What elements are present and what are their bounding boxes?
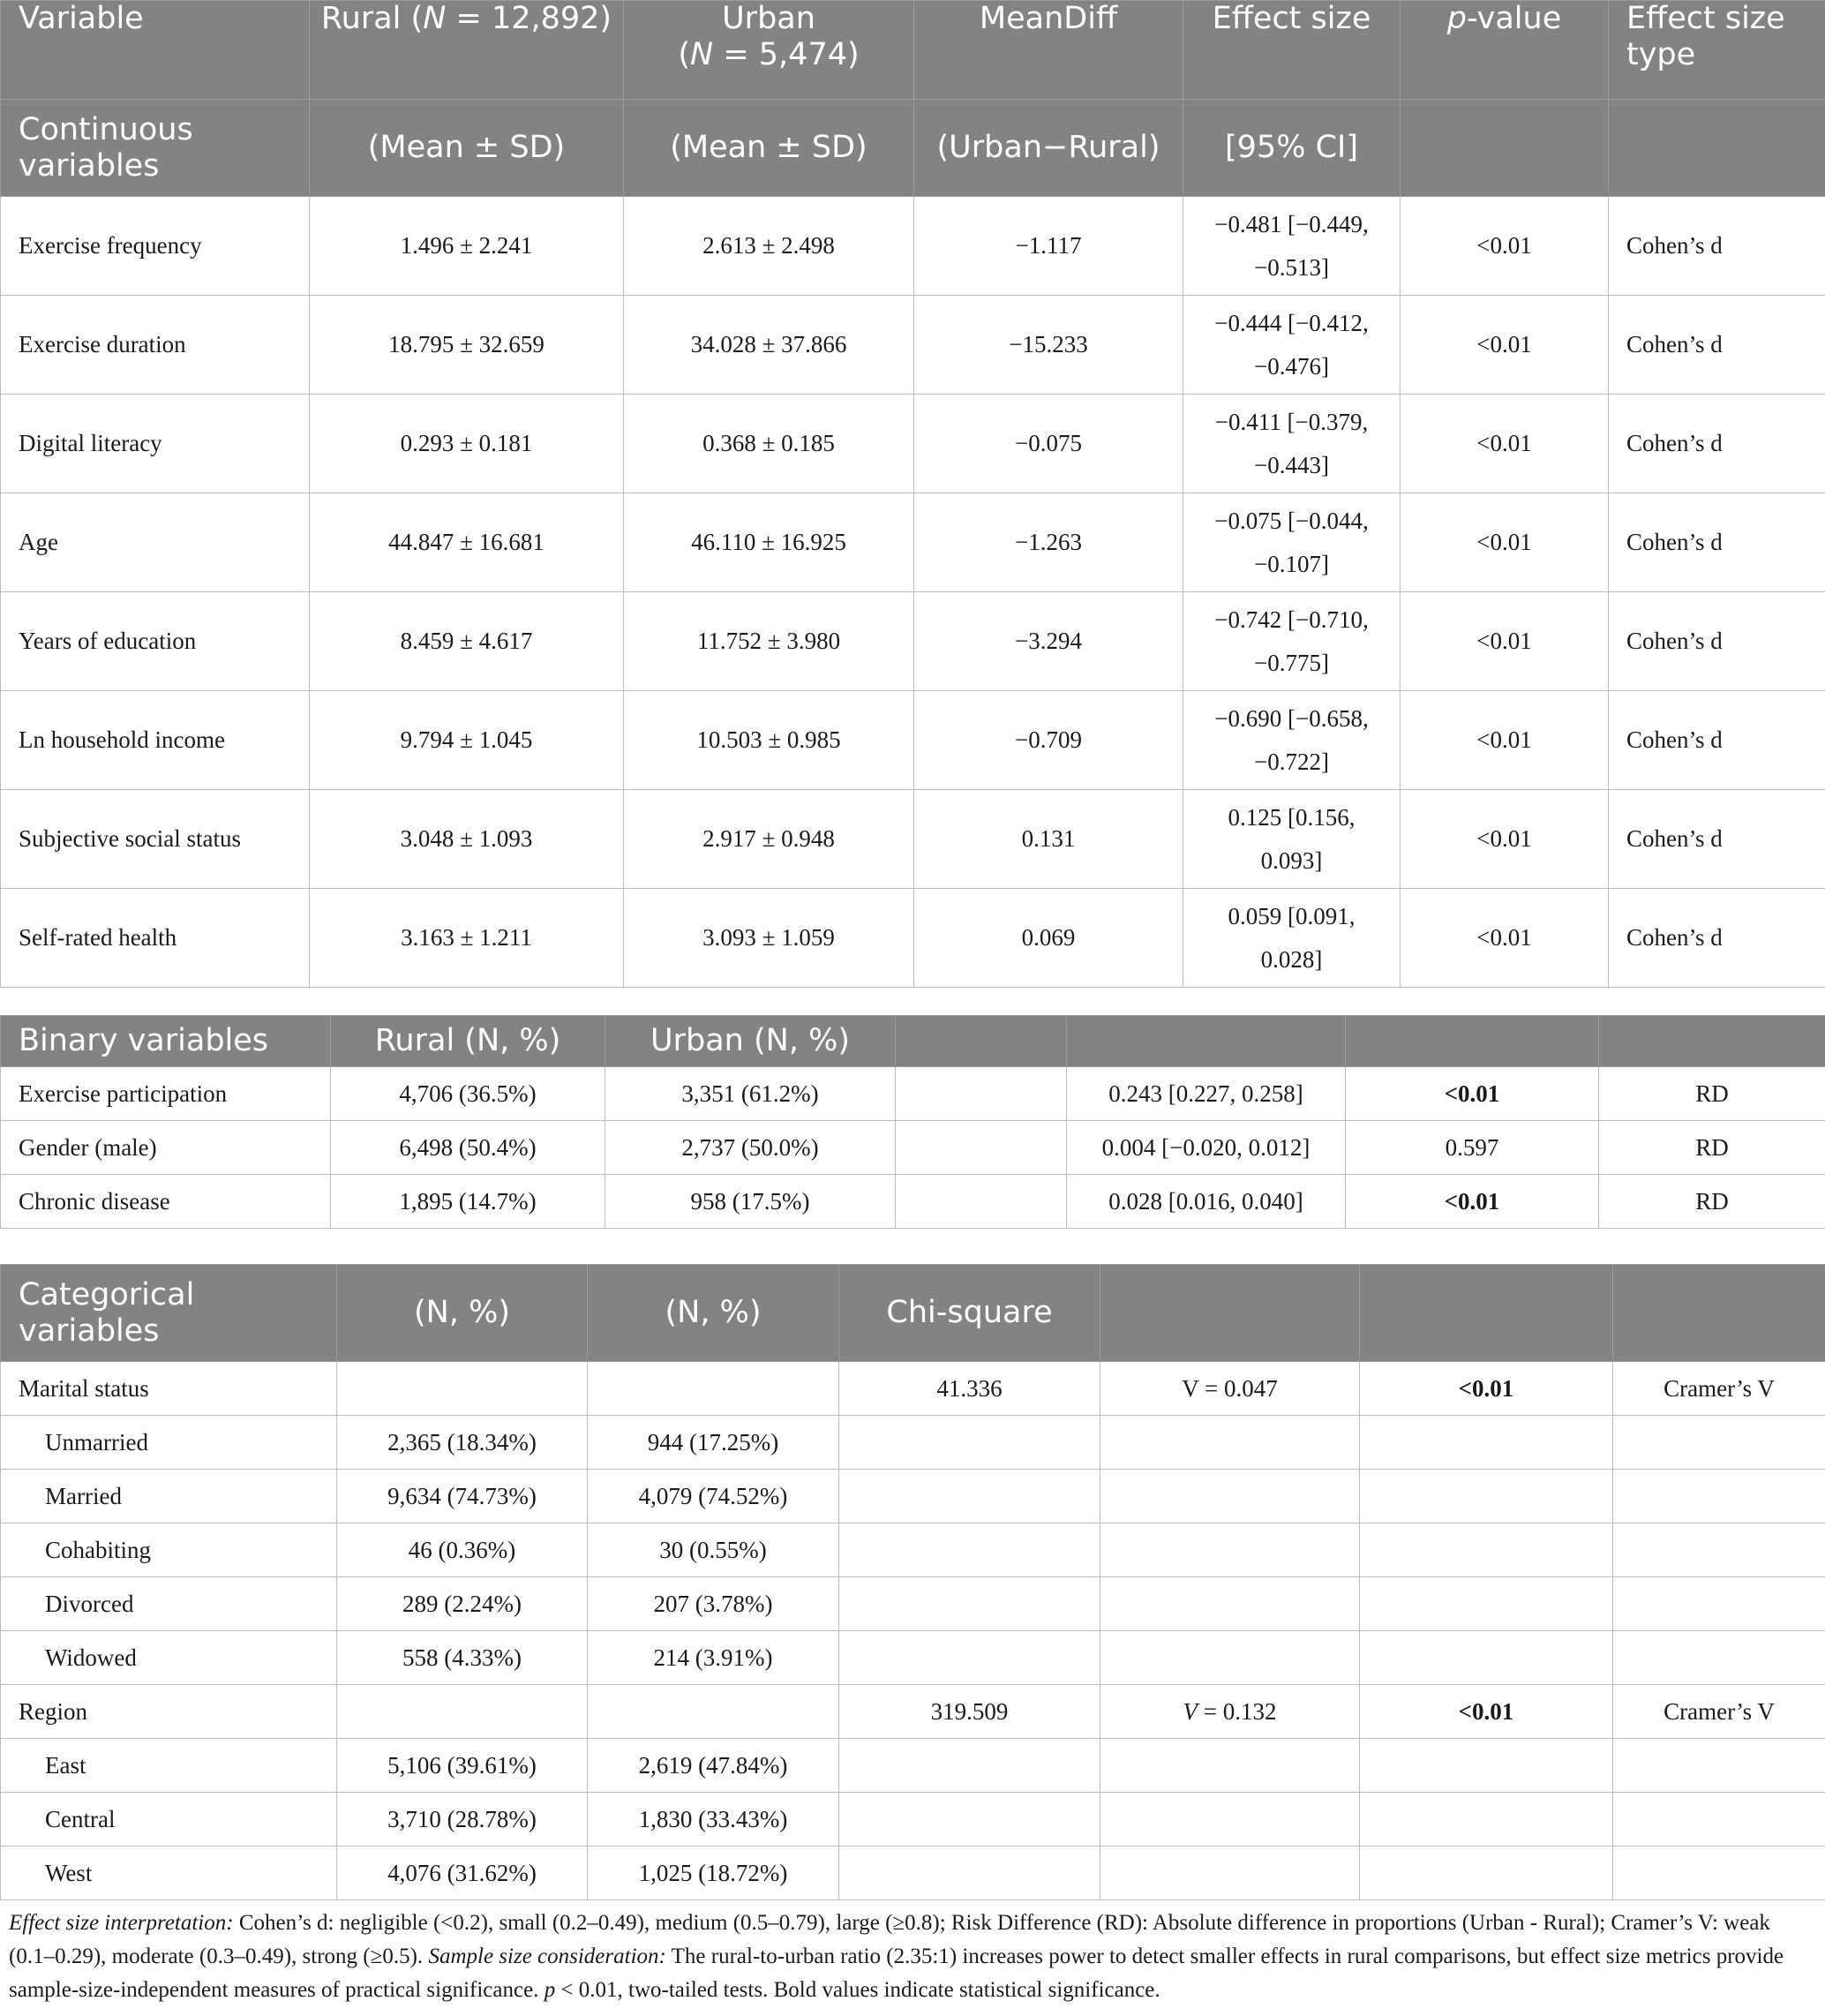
- cell-effect-size: 0.028 [0.016, 0.040]: [1067, 1175, 1346, 1229]
- cell-effect-type: RD: [1599, 1175, 1825, 1229]
- cell-empty: [1613, 1523, 1825, 1577]
- cell-variable: Ln household income: [1, 691, 310, 790]
- table-row: [1, 1175, 1825, 1229]
- header-urban: Urban (N = 5,474): [624, 1, 914, 100]
- cell-p-value: 0.597: [1346, 1121, 1599, 1175]
- cell-empty: [1360, 1523, 1613, 1577]
- table-footnote: [0, 1907, 1818, 2007]
- cell-empty: [839, 1416, 1100, 1470]
- header-rural: (N, %): [337, 1265, 588, 1362]
- cell-variable: Subjective social status: [1, 790, 310, 889]
- table-row: [1, 1793, 1825, 1847]
- table-row: [1, 1067, 1825, 1121]
- cell-effect-type: Cohen’s d: [1609, 493, 1825, 592]
- subheader-empty: [1401, 100, 1609, 197]
- cell-empty: [896, 1067, 1067, 1121]
- section-title-continuous: Continuous variables: [1, 100, 310, 197]
- section-title-binary: Binary variables: [1, 1016, 331, 1067]
- section-title-categorical: Categorical variables: [1, 1265, 337, 1362]
- cell-p-value: <0.01: [1401, 395, 1609, 493]
- cell-rural: 2,365 (18.34%): [337, 1416, 588, 1470]
- cell-variable: Self-rated health: [1, 889, 310, 988]
- cell-urban: 944 (17.25%): [588, 1416, 839, 1470]
- table-row: [1, 691, 1825, 790]
- cell-variable: Exercise participation: [1, 1067, 331, 1121]
- cell-empty: [1100, 1793, 1360, 1847]
- cell-variable: Region: [1, 1685, 337, 1739]
- cell-p-value: <0.01: [1401, 691, 1609, 790]
- cell-effect-type: Cohen’s d: [1609, 592, 1825, 691]
- table-row: [1, 1416, 1825, 1470]
- header-rural: Rural (N = 12,892): [310, 1, 624, 100]
- cell-category: Widowed: [1, 1631, 337, 1685]
- cell-p-value: <0.01: [1401, 493, 1609, 592]
- table-row: [1, 1470, 1825, 1523]
- cell-rural: 1,895 (14.7%): [331, 1175, 605, 1229]
- cell-urban: 11.752 ± 3.980: [624, 592, 914, 691]
- cell-rural: 18.795 ± 32.659: [310, 296, 624, 395]
- cell-effect-size: −0.444 [−0.412, −0.476]: [1183, 296, 1401, 395]
- table-row: [1, 1847, 1825, 1900]
- header-empty: [896, 1016, 1067, 1067]
- cell-rural: 6,498 (50.4%): [331, 1121, 605, 1175]
- subheader-row: [1, 100, 1825, 197]
- cell-empty: [1100, 1739, 1360, 1793]
- cell-urban: 1,025 (18.72%): [588, 1847, 839, 1900]
- header-effect-size-type: Effect size type: [1609, 1, 1825, 100]
- cell-meandiff: −1.117: [914, 197, 1183, 296]
- subheader-rural: (Mean ± SD): [310, 100, 624, 197]
- cell-p-value: <0.01: [1360, 1685, 1613, 1739]
- header-rural: Rural (N, %): [331, 1016, 605, 1067]
- footnote-sample-heading: Sample size consideration:: [428, 1945, 666, 1968]
- footnote-p-label: p: [544, 1978, 556, 2002]
- cell-empty: [1360, 1577, 1613, 1631]
- cell-meandiff: 0.131: [914, 790, 1183, 889]
- cell-empty: [337, 1685, 588, 1739]
- cell-category: Cohabiting: [1, 1523, 337, 1577]
- cell-empty: [1613, 1847, 1825, 1900]
- cell-empty: [1360, 1416, 1613, 1470]
- cell-p-value: <0.01: [1360, 1362, 1613, 1416]
- cell-rural: 558 (4.33%): [337, 1631, 588, 1685]
- cell-category: West: [1, 1847, 337, 1900]
- cell-empty: [588, 1362, 839, 1416]
- cell-empty: [1100, 1577, 1360, 1631]
- table-row: [1, 1739, 1825, 1793]
- cell-empty: [1100, 1470, 1360, 1523]
- cell-meandiff: −15.233: [914, 296, 1183, 395]
- cell-effect-size: −0.411 [−0.379, −0.443]: [1183, 395, 1401, 493]
- cell-empty: [839, 1739, 1100, 1793]
- cell-variable: Marital status: [1, 1362, 337, 1416]
- cell-rural: 46 (0.36%): [337, 1523, 588, 1577]
- cell-urban: 34.028 ± 37.866: [624, 296, 914, 395]
- cell-empty: [839, 1577, 1100, 1631]
- header-row: [1, 1, 1825, 100]
- continuous-variables-table: [0, 0, 1825, 988]
- header-urban: (N, %): [588, 1265, 839, 1362]
- cell-urban: 3,351 (61.2%): [605, 1067, 896, 1121]
- header-empty: [1613, 1265, 1825, 1362]
- cell-rural: 9,634 (74.73%): [337, 1470, 588, 1523]
- cell-variable: Chronic disease: [1, 1175, 331, 1229]
- header-empty: [1360, 1265, 1613, 1362]
- cell-p-value: <0.01: [1401, 197, 1609, 296]
- cell-empty: [1613, 1631, 1825, 1685]
- cell-variable: Years of education: [1, 592, 310, 691]
- cell-empty: [1360, 1739, 1613, 1793]
- cell-chi-square: 41.336: [839, 1362, 1100, 1416]
- cell-p-value: <0.01: [1401, 790, 1609, 889]
- table-row: [1, 790, 1825, 889]
- cell-variable: Digital literacy: [1, 395, 310, 493]
- cell-urban: 30 (0.55%): [588, 1523, 839, 1577]
- header-meandiff: MeanDiff: [914, 1, 1183, 100]
- cell-meandiff: −3.294: [914, 592, 1183, 691]
- cell-empty: [1100, 1416, 1360, 1470]
- header-empty: [1599, 1016, 1825, 1067]
- cell-empty: [1360, 1470, 1613, 1523]
- cell-urban: 207 (3.78%): [588, 1577, 839, 1631]
- cell-rural: 4,706 (36.5%): [331, 1067, 605, 1121]
- cell-rural: 4,076 (31.62%): [337, 1847, 588, 1900]
- cell-empty: [1613, 1470, 1825, 1523]
- cell-effect-type: Cohen’s d: [1609, 790, 1825, 889]
- cell-effect-size: 0.243 [0.227, 0.258]: [1067, 1067, 1346, 1121]
- cell-variable: Exercise duration: [1, 296, 310, 395]
- cell-rural: 0.293 ± 0.181: [310, 395, 624, 493]
- cell-rural: 9.794 ± 1.045: [310, 691, 624, 790]
- cell-effect-size: V = 0.047: [1100, 1362, 1360, 1416]
- cell-meandiff: −0.075: [914, 395, 1183, 493]
- binary-variables-table: [0, 1015, 1825, 1229]
- cell-empty: [1613, 1577, 1825, 1631]
- cell-category: Divorced: [1, 1577, 337, 1631]
- header-empty: [1067, 1016, 1346, 1067]
- cell-empty: [839, 1523, 1100, 1577]
- cell-variable: Age: [1, 493, 310, 592]
- cell-effect-type: Cohen’s d: [1609, 691, 1825, 790]
- cell-rural: 3.048 ± 1.093: [310, 790, 624, 889]
- cell-effect-type: Cohen’s d: [1609, 889, 1825, 988]
- table-row: [1, 493, 1825, 592]
- cell-meandiff: −1.263: [914, 493, 1183, 592]
- footnote-effect-heading: Effect size interpretation:: [9, 1911, 234, 1935]
- cell-empty: [1613, 1739, 1825, 1793]
- header-effect-size: Effect size: [1183, 1, 1401, 100]
- cell-urban: 958 (17.5%): [605, 1175, 896, 1229]
- cell-urban: 2,619 (47.84%): [588, 1739, 839, 1793]
- cell-empty: [839, 1847, 1100, 1900]
- header-empty: [1346, 1016, 1599, 1067]
- cell-empty: [1613, 1416, 1825, 1470]
- cell-chi-square: 319.509: [839, 1685, 1100, 1739]
- cell-category: Married: [1, 1470, 337, 1523]
- cell-variable: Exercise frequency: [1, 197, 310, 296]
- footnote-sample-text: The rural-to-urban ratio (2.35:1) increases power to detect smaller effects in rural comparisons, but effect size metrics provide sample-size-independent measures of practical significance.: [9, 1945, 1784, 2002]
- cell-empty: [337, 1362, 588, 1416]
- header-urban: Urban (N, %): [605, 1016, 896, 1067]
- cell-effect-size: 0.125 [0.156, 0.093]: [1183, 790, 1401, 889]
- cell-effect-size: −0.742 [−0.710, −0.775]: [1183, 592, 1401, 691]
- table-row: [1, 889, 1825, 988]
- subheader-urban: (Mean ± SD): [624, 100, 914, 197]
- cell-empty: [1613, 1793, 1825, 1847]
- group-row-marital-status: [1, 1362, 1825, 1416]
- table-row: [1, 296, 1825, 395]
- cell-rural: 8.459 ± 4.617: [310, 592, 624, 691]
- cell-urban: 10.503 ± 0.985: [624, 691, 914, 790]
- cell-empty: [896, 1121, 1067, 1175]
- categorical-variables-table: [0, 1264, 1825, 1900]
- cell-meandiff: 0.069: [914, 889, 1183, 988]
- cell-category: East: [1, 1739, 337, 1793]
- header-row: [1, 1265, 1825, 1362]
- cell-category: Unmarried: [1, 1416, 337, 1470]
- table-row: [1, 592, 1825, 691]
- cell-empty: [1100, 1523, 1360, 1577]
- subheader-empty: [1609, 100, 1825, 197]
- group-row-region: [1, 1685, 1825, 1739]
- cell-empty: [839, 1470, 1100, 1523]
- cell-effect-type: Cramer’s V: [1613, 1362, 1825, 1416]
- cell-empty: [1360, 1631, 1613, 1685]
- cell-empty: [1100, 1847, 1360, 1900]
- table-row: [1, 1631, 1825, 1685]
- subheader-ci: [95% CI]: [1183, 100, 1401, 197]
- subheader-meandiff: (Urban−Rural): [914, 100, 1183, 197]
- cell-urban: 2.917 ± 0.948: [624, 790, 914, 889]
- cell-effect-size: −0.481 [−0.449, −0.513]: [1183, 197, 1401, 296]
- cell-p-value: <0.01: [1346, 1067, 1599, 1121]
- cell-p-value: <0.01: [1401, 592, 1609, 691]
- cell-urban: 2,737 (50.0%): [605, 1121, 896, 1175]
- cell-empty: [1360, 1793, 1613, 1847]
- table-row: [1, 197, 1825, 296]
- cell-effect-type: RD: [1599, 1121, 1825, 1175]
- cell-urban: 214 (3.91%): [588, 1631, 839, 1685]
- header-empty: [1100, 1265, 1360, 1362]
- cell-urban: 46.110 ± 16.925: [624, 493, 914, 592]
- cell-effect-type: Cohen’s d: [1609, 395, 1825, 493]
- table-row: [1, 1121, 1825, 1175]
- table-row: [1, 395, 1825, 493]
- cell-p-value: <0.01: [1401, 296, 1609, 395]
- cell-empty: [896, 1175, 1067, 1229]
- cell-effect-type: Cramer’s V: [1613, 1685, 1825, 1739]
- table-row: [1, 1523, 1825, 1577]
- cell-category: Central: [1, 1793, 337, 1847]
- cell-empty: [839, 1631, 1100, 1685]
- cell-urban: 2.613 ± 2.498: [624, 197, 914, 296]
- cell-effect-type: Cohen’s d: [1609, 296, 1825, 395]
- header-p-value: p-value: [1401, 1, 1609, 100]
- cell-effect-size: −0.690 [−0.658, −0.722]: [1183, 691, 1401, 790]
- table-row: [1, 1577, 1825, 1631]
- cell-urban: 0.368 ± 0.185: [624, 395, 914, 493]
- cell-effect-size: V = 0.132: [1100, 1685, 1360, 1739]
- cell-effect-size: 0.004 [−0.020, 0.012]: [1067, 1121, 1346, 1175]
- cell-empty: [588, 1685, 839, 1739]
- cell-rural: 5,106 (39.61%): [337, 1739, 588, 1793]
- cell-rural: 3.163 ± 1.211: [310, 889, 624, 988]
- header-row: [1, 1016, 1825, 1067]
- cell-urban: 4,079 (74.52%): [588, 1470, 839, 1523]
- cell-p-value: <0.01: [1346, 1175, 1599, 1229]
- header-variable: Variable: [1, 1, 310, 100]
- cell-urban: 1,830 (33.43%): [588, 1793, 839, 1847]
- cell-meandiff: −0.709: [914, 691, 1183, 790]
- cell-rural: 1.496 ± 2.241: [310, 197, 624, 296]
- cell-variable: Gender (male): [1, 1121, 331, 1175]
- cell-empty: [1100, 1631, 1360, 1685]
- cell-empty: [1360, 1847, 1613, 1900]
- cell-effect-type: Cohen’s d: [1609, 197, 1825, 296]
- cell-rural: 289 (2.24%): [337, 1577, 588, 1631]
- cell-rural: 3,710 (28.78%): [337, 1793, 588, 1847]
- cell-effect-size: 0.059 [0.091, 0.028]: [1183, 889, 1401, 988]
- footnote-p-text: < 0.01, two-tailed tests. Bold values indicate statistical significance.: [555, 1978, 1160, 2002]
- cell-p-value: <0.01: [1401, 889, 1609, 988]
- cell-effect-type: RD: [1599, 1067, 1825, 1121]
- cell-urban: 3.093 ± 1.059: [624, 889, 914, 988]
- footnote-effect-text: Cohen’s d: negligible (<0.2), small (0.2–0.49), medium (0.5–0.79), large (≥0.8); Risk Difference (RD): Absolute difference in proportions (Urban - Rural); Cramer’s V: weak (0.1–0.29), moderate (0.3–0.49), strong (≥0.5).: [9, 1911, 1770, 1968]
- header-chi-square: Chi-square: [839, 1265, 1100, 1362]
- cell-rural: 44.847 ± 16.681: [310, 493, 624, 592]
- cell-effect-size: −0.075 [−0.044, −0.107]: [1183, 493, 1401, 592]
- cell-empty: [839, 1793, 1100, 1847]
